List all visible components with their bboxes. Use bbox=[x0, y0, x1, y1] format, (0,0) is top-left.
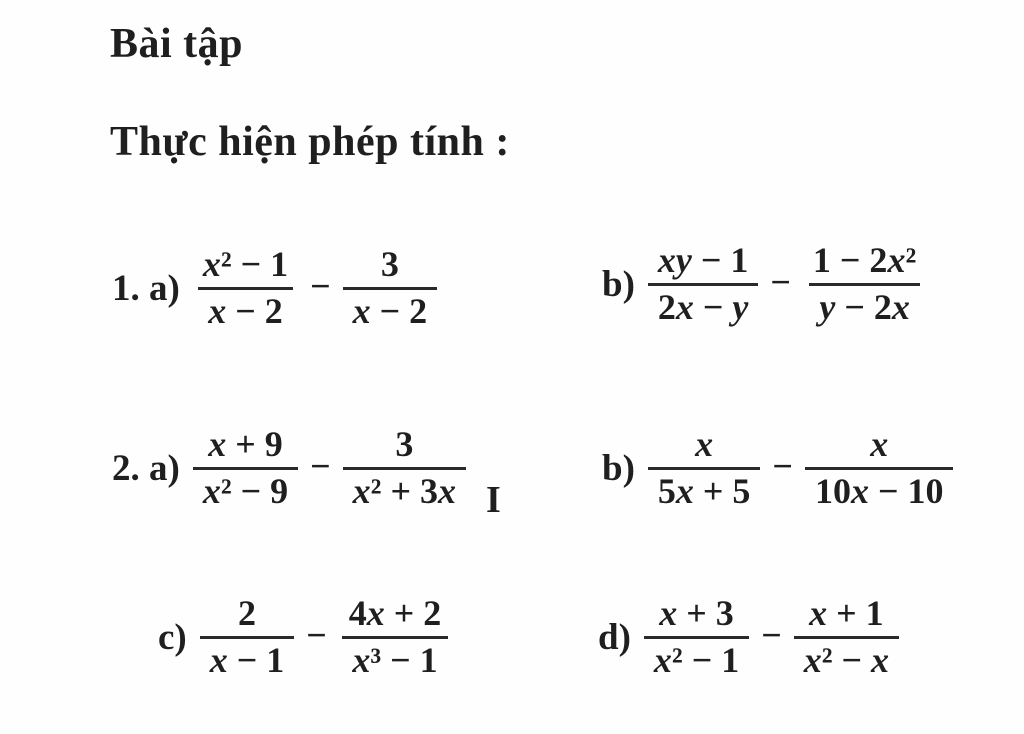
fraction-denominator: 5x + 5 bbox=[648, 467, 761, 511]
fraction bbox=[343, 423, 466, 511]
fraction-numerator: 1 − 2x² bbox=[812, 239, 917, 280]
fraction-denominator: x² − 1 bbox=[644, 636, 749, 680]
problem-2b bbox=[602, 406, 953, 530]
fraction bbox=[200, 592, 295, 680]
problem-label: b) bbox=[602, 263, 635, 305]
minus-operator: − bbox=[310, 266, 331, 306]
problem-c bbox=[158, 575, 451, 699]
minus-operator: − bbox=[772, 446, 793, 486]
fraction-numerator: x + 3 bbox=[659, 592, 734, 633]
fraction bbox=[648, 423, 761, 511]
fraction-numerator: 3 bbox=[395, 423, 414, 464]
fraction bbox=[803, 239, 926, 327]
fraction-denominator: x − 2 bbox=[343, 287, 438, 331]
page-title: Bài tập bbox=[110, 21, 244, 67]
problem-2a bbox=[112, 406, 501, 530]
fraction-denominator: 2x − y bbox=[648, 283, 759, 327]
fraction-numerator: x² − 1 bbox=[202, 243, 289, 284]
fraction-denominator: x² − 9 bbox=[193, 467, 298, 511]
fraction bbox=[343, 243, 438, 331]
fraction-numerator: 2 bbox=[238, 592, 256, 633]
problem-label: d) bbox=[598, 616, 631, 658]
problem-label: 2. a) bbox=[112, 447, 180, 489]
fraction-numerator: x + 9 bbox=[208, 423, 283, 464]
fraction-denominator: x² + 3x bbox=[343, 467, 466, 511]
fraction-numerator: 4x + 2 bbox=[348, 592, 442, 633]
problem-label: c) bbox=[158, 616, 187, 658]
problem-label: b) bbox=[602, 447, 635, 489]
fraction bbox=[193, 243, 298, 331]
fraction bbox=[648, 239, 759, 327]
fraction bbox=[193, 423, 298, 511]
fraction bbox=[644, 592, 749, 680]
stray-i-mark: I bbox=[485, 479, 501, 521]
fraction-denominator: x³ − 1 bbox=[342, 636, 447, 680]
fraction-denominator: y − 2x bbox=[809, 283, 920, 327]
fraction-numerator: x + 1 bbox=[809, 592, 884, 633]
fraction-numerator: 3 bbox=[380, 243, 399, 284]
problem-label: 1. a) bbox=[112, 267, 180, 309]
fraction-denominator: x − 1 bbox=[200, 636, 295, 680]
fraction-numerator: x bbox=[870, 423, 889, 464]
fraction bbox=[794, 592, 899, 680]
minus-operator: − bbox=[310, 446, 331, 486]
fraction bbox=[339, 592, 452, 680]
minus-operator: − bbox=[770, 262, 791, 302]
minus-operator: − bbox=[761, 615, 782, 655]
fraction-denominator: x − 2 bbox=[198, 287, 293, 331]
instruction-text: Thực hiện phép tính : bbox=[110, 119, 510, 165]
problem-1b bbox=[602, 222, 926, 346]
problem-d bbox=[598, 575, 899, 699]
minus-operator: − bbox=[306, 615, 327, 655]
problem-1a bbox=[112, 226, 437, 350]
fraction-numerator: xy − 1 bbox=[657, 239, 749, 280]
fraction bbox=[805, 423, 954, 511]
fraction-numerator: x bbox=[695, 423, 714, 464]
fraction-denominator: 10x − 10 bbox=[805, 467, 954, 511]
fraction-denominator: x² − x bbox=[794, 636, 899, 680]
